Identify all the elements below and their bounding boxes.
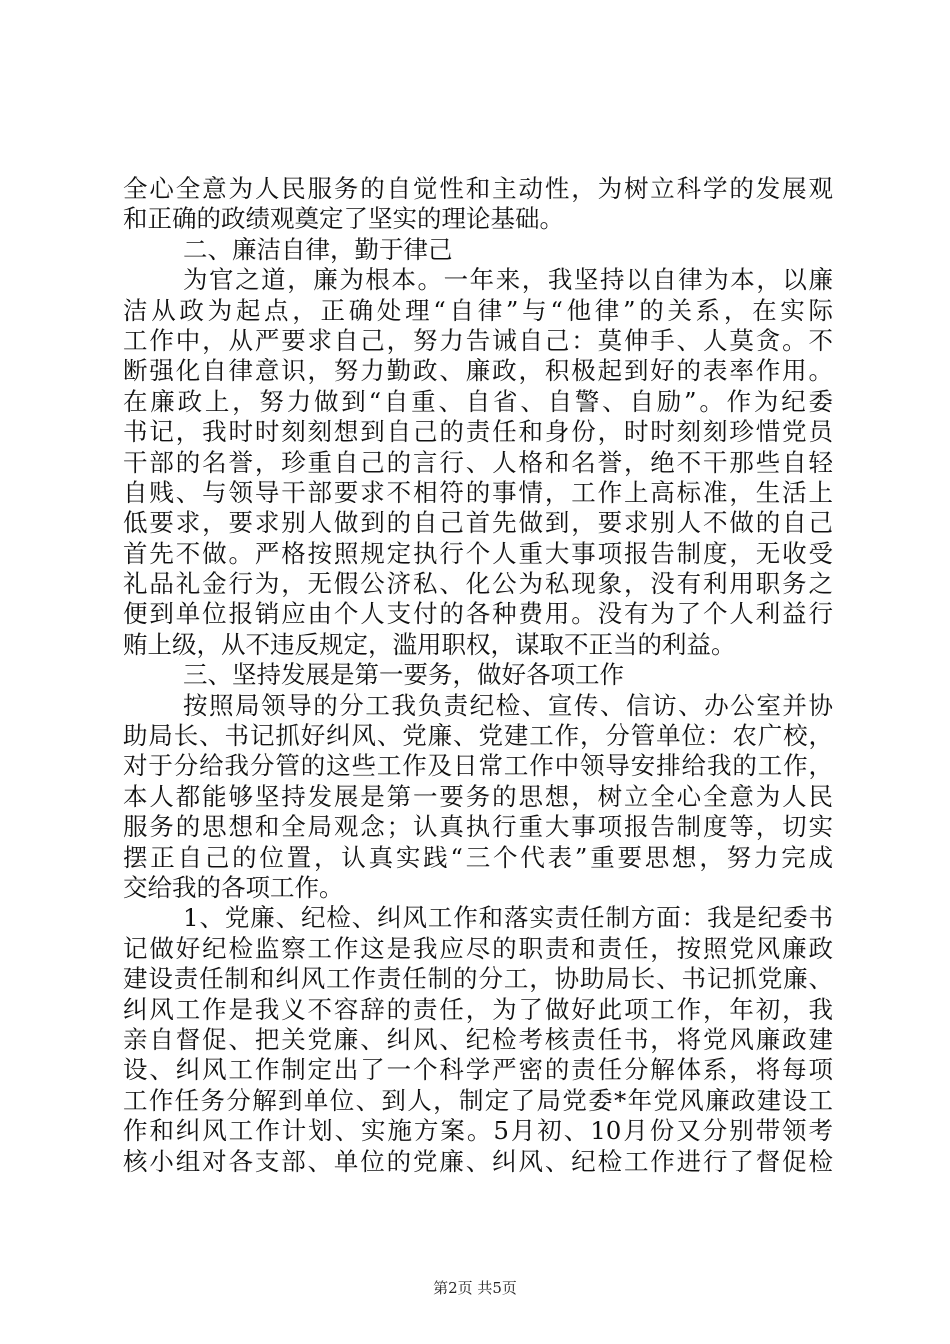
text-line: 洁从政为起点，正确处理“自律”与“他律”的关系，在实际 xyxy=(123,295,833,325)
document-body xyxy=(123,174,833,1177)
text-line: 断强化自律意识，努力勤政、廉政，积极起到好的表率作用。 xyxy=(123,356,833,386)
heading-text: 三、坚持发展是第一要务，做好各项工作 xyxy=(183,660,624,690)
text-line: 工作任务分解到单位、到人，制定了局党委*年党风廉政建设工 xyxy=(123,1085,833,1115)
text-line: 工作中，从严要求自己，努力告诫自己：莫伸手、人莫贪。不 xyxy=(123,325,833,355)
text-line: 1、党廉、纪检、纠风工作和落实责任制方面：我是纪委书 xyxy=(183,903,833,933)
text-line: 本人都能够坚持发展是第一要务的思想，树立全心全意为人民 xyxy=(123,781,833,811)
heading-text: 二、廉洁自律，勤于律己 xyxy=(183,234,453,264)
text-line: 对于分给我分管的这些工作及日常工作中领导安排给我的工作， xyxy=(123,751,833,781)
text-line: 纠风工作是我义不容辞的责任，为了做好此项工作，年初，我 xyxy=(123,994,833,1024)
paragraph xyxy=(123,691,833,904)
section-heading xyxy=(123,660,833,690)
section-heading xyxy=(123,235,833,265)
text-line: 和正确的政绩观奠定了坚实的理论基础。 xyxy=(123,204,564,234)
text-line: 摆正自己的位置，认真实践“三个代表”重要思想，努力完成 xyxy=(123,842,833,872)
text-line: 助局长、书记抓好纠风、党廉、党建工作，分管单位：农广校， xyxy=(123,721,833,751)
text-line: 建设责任制和纠风工作责任制的分工，协助局长、书记抓党廉、 xyxy=(123,964,833,994)
text-line: 交给我的各项工作。 xyxy=(123,872,344,902)
text-line: 低要求，要求别人做到的自己首先做到，要求别人不做的自己 xyxy=(123,508,833,538)
text-line: 便到单位报销应由个人支付的各种费用。没有为了个人利益行 xyxy=(123,599,833,629)
page-footer: 第2页 共5页 xyxy=(433,1279,517,1297)
paragraph xyxy=(123,265,833,660)
text-line: 全心全意为人民服务的自觉性和主动性，为树立科学的发展观 xyxy=(123,174,833,203)
paragraph xyxy=(123,174,833,235)
text-line: 亲自督促、把关党廉、纠风、纪检考核责任书，将党风廉政建 xyxy=(123,1024,833,1054)
text-line: 按照局领导的分工我负责纪检、宣传、信访、办公室并协 xyxy=(183,690,833,720)
text-line: 为官之道，廉为根本。一年来，我坚持以自律为本，以廉 xyxy=(183,265,833,295)
text-line: 在廉政上，努力做到“自重、自省、自警、自励”。作为纪委 xyxy=(123,386,833,416)
text-line: 礼品礼金行为，无假公济私、化公为私现象，没有利用职务之 xyxy=(123,569,833,599)
text-line: 设、纠风工作制定出了一个科学严密的责任分解体系，将每项 xyxy=(123,1055,833,1085)
text-line: 自贱、与领导干部要求不相符的事情，工作上高标准，生活上 xyxy=(123,477,833,507)
text-line: 作和纠风工作计划、实施方案。5月初、10月份又分别带领考 xyxy=(123,1116,833,1146)
text-line: 服务的思想和全局观念；认真执行重大事项报告制度等，切实 xyxy=(123,812,833,842)
text-line: 记做好纪检监察工作这是我应尽的职责和责任，按照党风廉政 xyxy=(123,933,833,963)
text-line: 贿上级，从不违反规定，滥用职权，谋取不正当的利益。 xyxy=(123,629,736,659)
paragraph xyxy=(123,903,833,1177)
text-line: 干部的名誉，珍重自己的言行、人格和名誉，绝不干那些自轻 xyxy=(123,447,833,477)
text-line: 书记，我时时刻刻想到自己的责任和身份，时时刻刻珍惜党员 xyxy=(123,417,833,447)
text-line: 核小组对各支部、单位的党廉、纠风、纪检工作进行了督促检 xyxy=(123,1146,833,1176)
text-line: 首先不做。严格按照规定执行个人重大事项报告制度，无收受 xyxy=(123,538,833,568)
